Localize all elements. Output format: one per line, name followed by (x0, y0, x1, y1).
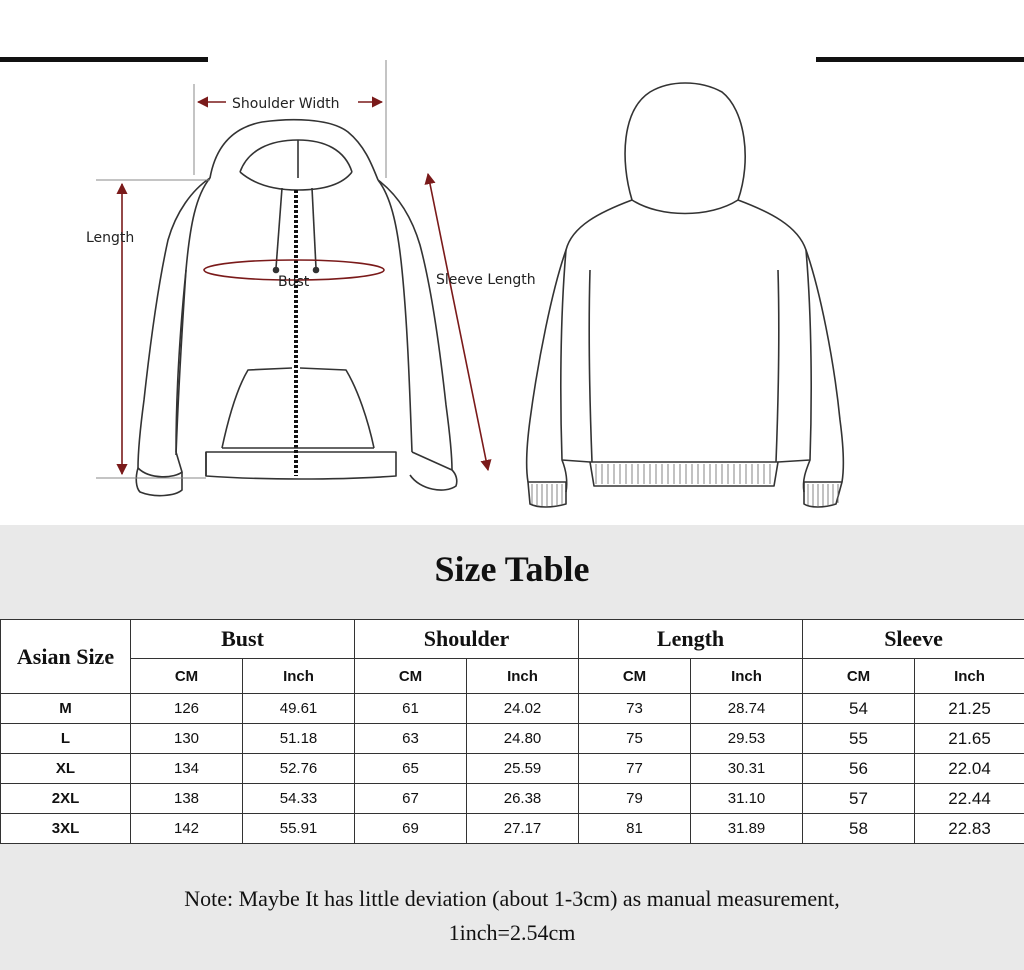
size-cell: 2XL (1, 784, 131, 814)
value-cell: 54.33 (243, 784, 355, 814)
length-label: Length (86, 230, 135, 246)
value-cell: 31.89 (691, 814, 803, 844)
value-cell: 81 (579, 814, 691, 844)
value-cell: 63 (355, 724, 467, 754)
top-right-divider (816, 57, 1024, 62)
hoodie-front-drawing (136, 120, 457, 496)
table-header-row (1, 620, 1024, 659)
size-cell: M (1, 694, 131, 724)
table-row (1, 754, 1024, 784)
note-line-2: 1inch=2.54cm (448, 920, 576, 945)
value-cell: 27.17 (467, 814, 579, 844)
value-cell: 69 (355, 814, 467, 844)
length-header: Length (579, 620, 803, 659)
value-cell: 65 (355, 754, 467, 784)
size-table (0, 619, 1024, 844)
unit-header: CM (579, 659, 691, 694)
value-cell: 51.18 (243, 724, 355, 754)
measurement-guides (96, 60, 488, 478)
value-cell: 31.10 (691, 784, 803, 814)
measurement-note (0, 882, 1024, 950)
value-cell: 28.74 (691, 694, 803, 724)
sleeve-header: Sleeve (803, 620, 1024, 659)
shoulder-width-label: Shoulder Width (232, 96, 340, 112)
value-cell: 130 (131, 724, 243, 754)
size-table-title: Size Table (434, 549, 590, 589)
unit-header: CM (131, 659, 243, 694)
table-unit-row (1, 659, 1024, 694)
value-cell: 55 (803, 724, 915, 754)
top-left-divider (0, 57, 208, 62)
value-cell: 56 (803, 754, 915, 784)
value-cell: 25.59 (467, 754, 579, 784)
back-ribbing-texture (532, 464, 838, 506)
table-row (1, 784, 1024, 814)
sleeve-length-label: Sleeve Length (436, 272, 536, 288)
value-cell: 61 (355, 694, 467, 724)
size-cell: XL (1, 754, 131, 784)
bust-label: Bust (278, 274, 310, 290)
table-row (1, 724, 1024, 754)
value-cell: 49.61 (243, 694, 355, 724)
value-cell: 58 (803, 814, 915, 844)
value-cell: 24.02 (467, 694, 579, 724)
value-cell: 55.91 (243, 814, 355, 844)
value-cell: 22.04 (915, 754, 1024, 784)
hoodie-back-drawing (527, 83, 844, 507)
value-cell: 21.25 (915, 694, 1024, 724)
value-cell: 30.31 (691, 754, 803, 784)
value-cell: 24.80 (467, 724, 579, 754)
value-cell: 54 (803, 694, 915, 724)
unit-header: Inch (243, 659, 355, 694)
unit-header: Inch (691, 659, 803, 694)
value-cell: 142 (131, 814, 243, 844)
value-cell: 75 (579, 724, 691, 754)
value-cell: 52.76 (243, 754, 355, 784)
value-cell: 22.44 (915, 784, 1024, 814)
unit-header: Inch (915, 659, 1024, 694)
shoulder-header: Shoulder (355, 620, 579, 659)
unit-header: CM (355, 659, 467, 694)
value-cell: 138 (131, 784, 243, 814)
asian-size-header: Asian Size (1, 620, 131, 694)
value-cell: 29.53 (691, 724, 803, 754)
value-cell: 26.38 (467, 784, 579, 814)
value-cell: 57 (803, 784, 915, 814)
value-cell: 73 (579, 694, 691, 724)
value-cell: 22.83 (915, 814, 1024, 844)
note-line-1: Note: Maybe It has little deviation (about 1-3cm) as manual measurement, (184, 886, 840, 911)
value-cell: 79 (579, 784, 691, 814)
value-cell: 67 (355, 784, 467, 814)
size-cell: 3XL (1, 814, 131, 844)
bust-header: Bust (131, 620, 355, 659)
size-cell: L (1, 724, 131, 754)
value-cell: 77 (579, 754, 691, 784)
value-cell: 126 (131, 694, 243, 724)
value-cell: 21.65 (915, 724, 1024, 754)
unit-header: CM (803, 659, 915, 694)
table-row (1, 814, 1024, 844)
value-cell: 134 (131, 754, 243, 784)
unit-header: Inch (467, 659, 579, 694)
table-row (1, 694, 1024, 724)
